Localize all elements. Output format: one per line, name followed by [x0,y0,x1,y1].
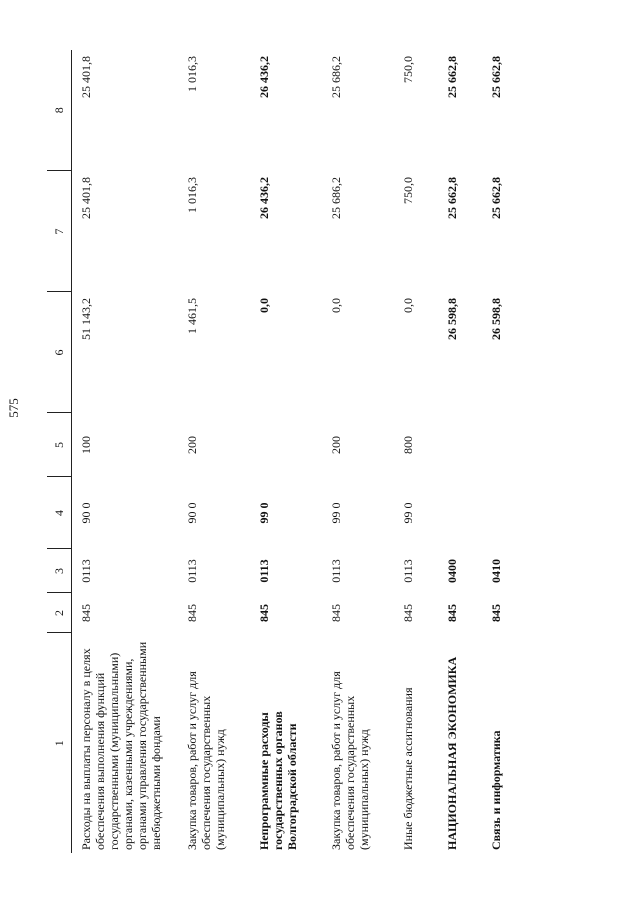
cell-amount: 26 436,2 [256,177,271,219]
cell-amount: 0,0 [256,298,271,313]
cell-amount: 25 686,2 [328,177,343,219]
cell-target-article: 99 0 [256,502,271,524]
row-name: Расходы на выплаты персоналу в целях обеспечения выполнения функций государственными (муниципальными) органами, казенными учреждениями, органами управления государственными внебюджетными фондами [79,641,163,850]
row-name: Иные бюджетные ассигнования [400,687,415,850]
cell-ministry-code: 845 [79,604,93,622]
table-row [72,50,178,853]
column-number-header [47,50,72,853]
cell-target-article [482,477,526,549]
cell-target-article: 99 0 [400,502,415,524]
cell-section-code: 0113 [256,559,271,583]
cell-amount: 25 662,8 [444,177,459,219]
cell-ministry-code: 845 [488,604,503,622]
cell-section-code: 0113 [184,559,199,583]
cell-target-article: 90 0 [79,502,93,524]
cell-amount: 750,0 [400,56,415,83]
table-row [438,50,482,853]
cell-section-code: 0400 [444,559,459,583]
column-header: 5 [47,413,72,477]
cell-amount: 25 662,8 [444,56,459,98]
budget-table [47,50,526,853]
cell-amount: 1 461,5 [184,298,199,334]
table-row [178,50,250,853]
cell-amount: 1 016,3 [184,177,199,213]
cell-section-code: 0410 [488,559,503,583]
rotated-table-container [47,50,607,853]
cell-ministry-code: 845 [328,604,343,622]
cell-amount: 0,0 [328,298,343,313]
table-row [482,50,526,853]
cell-amount: 26 436,2 [256,56,271,98]
cell-target-article [438,477,482,549]
cell-expense-type [482,413,526,477]
cell-amount: 25 401,8 [79,177,93,219]
cell-section-code: 0113 [79,559,93,583]
column-header: 2 [47,593,72,633]
cell-expense-type: 200 [328,436,343,454]
cell-amount: 26 598,8 [444,298,459,340]
row-name: НАЦИОНАЛЬНАЯ ЭКОНОМИКА [444,656,459,850]
column-header: 6 [47,292,72,413]
cell-ministry-code: 845 [256,604,271,622]
cell-ministry-code: 845 [444,604,459,622]
cell-target-article: 99 0 [328,502,343,524]
cell-expense-type [250,413,322,477]
cell-ministry-code: 845 [400,604,415,622]
cell-amount: 0,0 [400,298,415,313]
cell-section-code: 0113 [400,559,415,583]
column-header: 4 [47,477,72,549]
cell-amount: 51 143,2 [79,298,93,340]
cell-expense-type: 100 [79,436,93,454]
cell-expense-type: 800 [400,436,415,454]
row-name: Закупка товаров, работ и услуг для обеспечения государственных (муниципальных) нужд [328,671,371,850]
row-name: Связь и информатика [488,730,503,850]
cell-amount: 25 662,8 [488,177,503,219]
cell-section-code: 0113 [328,559,343,583]
cell-expense-type: 200 [184,436,199,454]
cell-amount: 25 686,2 [328,56,343,98]
cell-amount: 25 662,8 [488,56,503,98]
table-row [394,50,438,853]
page-number: 575 [6,398,21,418]
cell-ministry-code: 845 [184,604,199,622]
cell-amount: 1 016,3 [184,56,199,92]
column-header: 7 [47,171,72,292]
row-name: Закупка товаров, работ и услуг для обеспечения государственных (муниципальных) нужд [184,671,227,850]
table-row [250,50,322,853]
cell-expense-type [438,413,482,477]
cell-amount: 750,0 [400,177,415,204]
table-row [322,50,394,853]
cell-target-article: 90 0 [184,502,199,524]
cell-amount: 26 598,8 [488,298,503,340]
row-name: Непрограммные расходы государственных органов Волгоградской области [256,711,299,850]
cell-amount: 25 401,8 [79,56,93,98]
column-header: 1 [47,633,72,853]
column-header: 3 [47,549,72,593]
column-header: 8 [47,50,72,171]
